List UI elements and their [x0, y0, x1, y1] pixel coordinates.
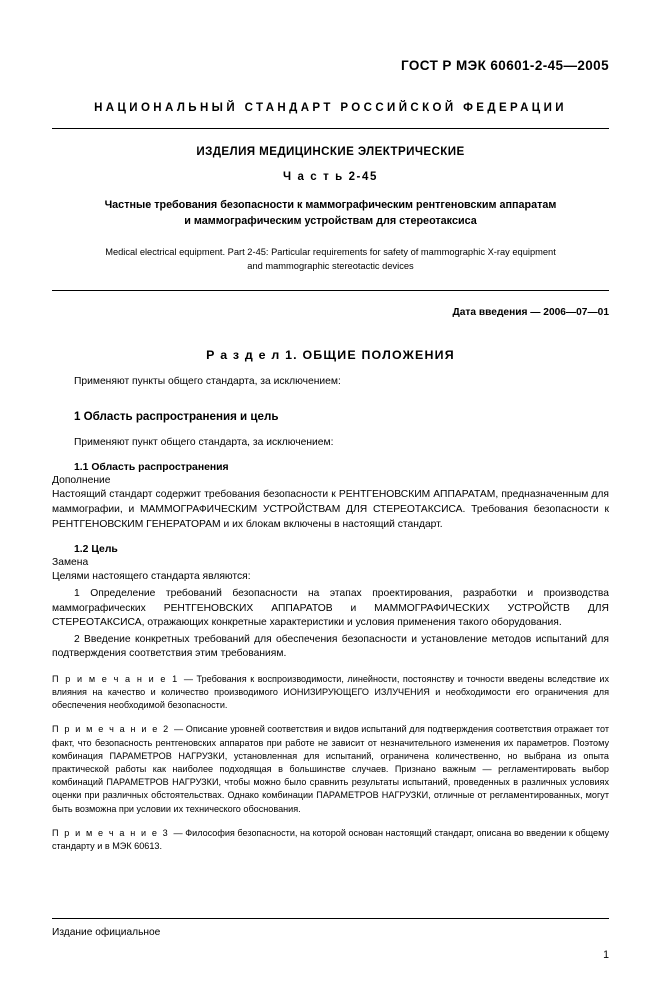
- note-2-lead: П р и м е ч а н и е 2: [52, 724, 175, 735]
- clause-1-2-item-2: 2 Введение конкретных требований для обеспечения безопасности и установление методов испытаний для подтверждения соответствия этим требованиям.: [52, 633, 609, 660]
- note-3-lead: П р и м е ч а н и е 3: [52, 827, 174, 838]
- title-subtitle-line-2: и маммографическим устройствам для стереотаксиса: [184, 215, 477, 228]
- clause-1-2-item-1: 1 Определение требований безопасности на этапах проектирования, разработки и производства маммографических РЕНТГЕНОВСКИХ АППАРАТОВ и МАММОГРАФИЧЕСКИХ УСТРОЙСТВ ДЛЯ СТЕРЕОТАКСИСА, отражающих конкретные характеристики и условия применения такого оборудования.: [52, 587, 609, 629]
- section-heading: Р а з д е л 1. ОБЩИЕ ПОЛОЖЕНИЯ: [206, 348, 455, 363]
- clause-1-2-label: Замена: [52, 557, 89, 569]
- section-intro-paragraph: Применяют пункты общего стандарта, за исключением:: [74, 376, 341, 388]
- document-code: ГОСТ Р МЭК 60601-2-45—2005: [401, 58, 609, 73]
- title-block: [52, 145, 609, 274]
- national-standard-label: НАЦИОНАЛЬНЫЙ СТАНДАРТ РОССИЙСКОЙ ФЕДЕРАЦИИ: [94, 102, 567, 114]
- note-1: [52, 673, 609, 713]
- note-3: [52, 827, 609, 853]
- clause-1-heading: 1 Область распространения и цель: [74, 409, 279, 423]
- title-subtitle-line-1: Частные требования безопасности к маммографическим рентгеновским аппаратам: [104, 199, 557, 211]
- title-subtitle: [52, 197, 609, 229]
- edition-label: Издание официальное: [52, 927, 161, 938]
- note-3-text: — Философия безопасности, на которой основан настоящий стандарт, описана во введении к общему стандарту и в МЭК 60613.: [52, 827, 609, 851]
- note-1-text: — Требования к воспроизводимости, линейности, постоянству и точности введены вследствие их влияния на качество и количество производимого ИОНИЗИРУЮЩЕГО ИЗЛУЧЕНИЯ и необходимости его ограничения для обеспечения необходимой безопасности.: [52, 673, 609, 711]
- note-2: [52, 723, 609, 815]
- note-2-text: — Описание уровней соответствия и видов испытаний для подтверждения соответствия отражает тот факт, что безопасность рентгеновских аппаратов при работе не зависит от незначительного изменения их параметров. Поэтому комбинация ПАРАМЕТРОВ НАГРУЗКИ, установленная для испытаний, ограничена количественно, но выбрана из опыта практической работы как наиболее подходящая в большинстве случаев. Признано важным — регламентировать выбор комбинаций ПАРАМЕТРОВ НАГРУЗКИ, чтобы можно было сравнить результаты испытаний, проведенных в различных условиях оценки при различных обстоятельствах. Однако комбинации ПАРАМЕТРОВ НАГРУЗКИ, отличные от регламентированных, могут быть возможна при условии их технического обоснования.: [52, 724, 609, 814]
- date-of-introduction: Дата введения — 2006—07—01: [452, 307, 609, 319]
- title-english-line-2: and mammographic stereotactic devices: [247, 261, 414, 272]
- title-main: ИЗДЕЛИЯ МЕДИЦИНСКИЕ ЭЛЕКТРИЧЕСКИЕ: [196, 145, 465, 158]
- page-footer: [52, 918, 609, 938]
- divider-top: [52, 128, 609, 129]
- title-english-line-1: Medical electrical equipment. Part 2-45: Particular requirements for safety of mammographic X-ray equipment: [105, 247, 556, 258]
- divider-title-bottom: [52, 290, 609, 291]
- divider-footer: [52, 918, 609, 919]
- clause-1-2-text: Целями настоящего стандарта являются:: [52, 571, 251, 583]
- note-1-lead: П р и м е ч а н и е 1: [52, 673, 184, 684]
- clause-1-1-label: Дополнение: [52, 475, 111, 487]
- title-part: Ч а с т ь 2-45: [283, 171, 378, 183]
- clause-1-intro: Применяют пункт общего стандарта, за исключением:: [74, 436, 334, 448]
- clause-1-1-text: Настоящий стандарт содержит требования безопасности к РЕНТГЕНОВСКИМ АППАРАТАМ, предназначенным для маммографии, и МАММОГРАФИЧЕСКИМ УСТРОЙСТВАМ ДЛЯ СТЕРЕОТАКСИСА. Требования безопасности к РЕНТГЕНОВСКИМ ГЕНЕРАТОРАМ и их блокам включены в настоящий стандарт.: [52, 489, 609, 530]
- page-number: 1: [603, 949, 609, 961]
- document-page: [0, 58, 661, 994]
- clause-1-2-heading: 1.2 Цель: [74, 544, 118, 556]
- clause-1-1-heading: 1.1 Область распространения: [74, 462, 229, 474]
- title-english: [52, 246, 609, 274]
